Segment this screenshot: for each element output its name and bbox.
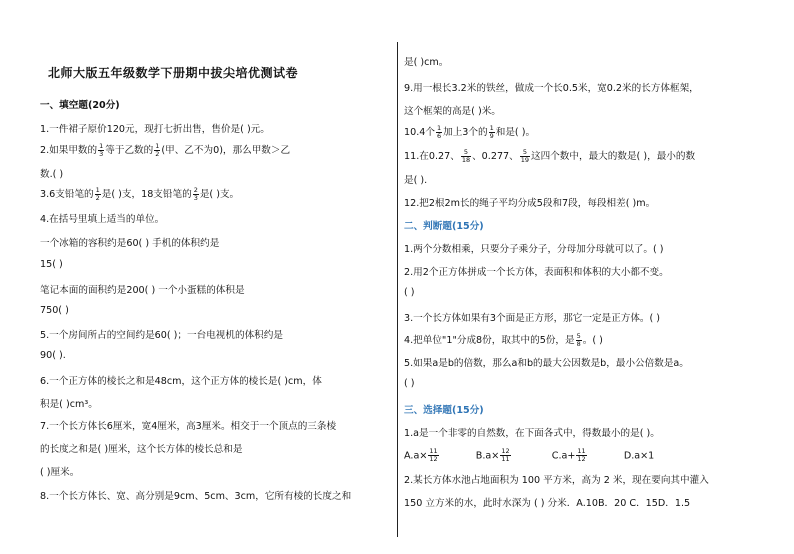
judge-5: 5.如果a是b的倍数，那么a和b的最大公因数是b，最小公倍数是a。 <box>404 358 689 369</box>
fraction: $\frac{12}{11}$ <box>501 447 510 463</box>
question-3: 3.6支铅笔的 $\frac{1}{2}$ 是( )支，18支铅笔的 $\frac{2}{3}$ 是( )支。 <box>40 185 240 202</box>
question-5: 5.一个房间所占的空间约是60( )；一台电视机的体积约是 <box>40 330 283 341</box>
choice-2: 2.某长方体水池占地面积为 100 平方米，高为 2 米，现在要向其中灌入 <box>404 475 709 486</box>
choice-2-cont: 150 立方米的水，此时水深为 ( ) 分米．A.10B．20 C．15D．1.5 <box>404 498 691 509</box>
judge-4: 4.把单位"1"分成8份，取其中的5份，是 $\frac{5}{8}$ 。( ) <box>404 331 603 348</box>
question-7-cont: 的长度之和是( )厘米，这个长方体的棱长总和是 <box>40 444 243 455</box>
choice-1: 1.a是一个非零的自然数，在下面各式中，得数最小的是( )。 <box>404 428 660 439</box>
fraction: $\frac{11}{12}$ <box>577 447 586 463</box>
question-5-cont: 90( ). <box>40 350 66 361</box>
question-4: 4.在括号里填上适当的单位。 <box>40 214 165 225</box>
question-9: 9.用一根长3.2米的铁丝，做成一个长0.5米，宽0.2米的长方体框架， <box>404 83 699 94</box>
fraction: $\frac{1}{6}$ <box>436 123 442 140</box>
fraction: $\frac{1}{2}$ <box>95 185 100 202</box>
question-4-line-c: 笔记本面的面积约是200( ) 一个小蛋糕的体积是 <box>40 285 245 296</box>
column-divider <box>397 42 398 537</box>
question-6: 6.一个正方体的棱长之和是48cm，这个正方体的棱长是( )cm，体 <box>40 376 322 387</box>
section-fill-in-title: 一、填空题(20分) <box>40 100 120 111</box>
question-2-cont: 数.( ) <box>40 169 64 180</box>
judge-5-cont: ( ) <box>404 378 415 389</box>
question-8-end: 是( )cm。 <box>404 57 449 68</box>
fraction: $\frac{1}{3}$ <box>99 141 104 158</box>
question-11-cont: 是( ). <box>404 175 428 186</box>
judge-2: 2.用2个正方体拼成一个长方体，表面积和体积的大小都不变。 <box>404 267 669 278</box>
judge-2-cont: ( ) <box>404 287 415 298</box>
section-choice-title: 三、选择题(15分) <box>404 405 484 416</box>
fraction: $\frac{11}{12}$ <box>429 447 438 463</box>
judge-3: 3.一个长方体如果有3个面是正方形，那它一定是正方体。( ) <box>404 313 661 324</box>
fraction: $\frac{1}{2}$ <box>155 141 160 158</box>
question-4-line-a: 一个冰箱的容积约是60( ) 手机的体积约是 <box>40 238 220 249</box>
question-4-line-d: 750( ) <box>40 305 69 316</box>
question-9-cont: 这个框架的高是( )米。 <box>404 106 501 117</box>
fraction: $\frac{5}{8}$ <box>576 331 581 348</box>
question-10: 10.4个 $\frac{1}{6}$ 加上3个的 $\frac{1}{9}$ 和是( )。 <box>404 123 536 140</box>
question-11: 11.在0.27、 $\frac{5}{18}$ 、0.277、 $\frac{5}{19}$ 这四个数中，最大的数是( )，最小的数 <box>404 147 696 164</box>
question-8: 8.一个长方体长、宽、高分别是9cm、5cm、3cm，它所有棱的长度之和 <box>40 491 352 502</box>
page-title: 北师大版五年级数学下册期中拔尖培优测试卷 <box>48 66 299 80</box>
judge-1: 1.两个分数相乘，只要分子乘分子，分母加分母就可以了。( ) <box>404 244 664 255</box>
fraction: $\frac{5}{19}$ <box>520 147 530 164</box>
question-7-end: ( )厘米。 <box>40 467 80 478</box>
question-6-cont: 积是( )cm³。 <box>40 399 98 410</box>
fraction: $\frac{5}{18}$ <box>461 147 471 164</box>
question-2: 2.如果甲数的 $\frac{1}{3}$ 等于乙数的 $\frac{1}{2}$ (甲、乙不为0)，那么甲数＞乙 <box>40 141 291 158</box>
fraction: $\frac{2}{3}$ <box>193 185 198 202</box>
question-7: 7.一个长方体长6厘米，宽4厘米，高3厘米。相交于一个顶点的三条棱 <box>40 421 337 432</box>
question-1: 1.一件裙子原价120元，现打七折出售，售价是( )元。 <box>40 124 270 135</box>
choice-1-options: A.a× $\frac{11}{12}$ B.a× $\frac{12}{11}$ C.a+ $\frac{11}{12}$ D.a×1 <box>404 447 655 463</box>
section-judge-title: 二、判断题(15分) <box>404 221 484 232</box>
question-12: 12.把2根2m长的绳子平均分成5段和7段，每段相差( )m。 <box>404 198 656 209</box>
question-4-line-b: 15( ) <box>40 259 63 270</box>
fraction: $\frac{1}{9}$ <box>489 123 494 140</box>
